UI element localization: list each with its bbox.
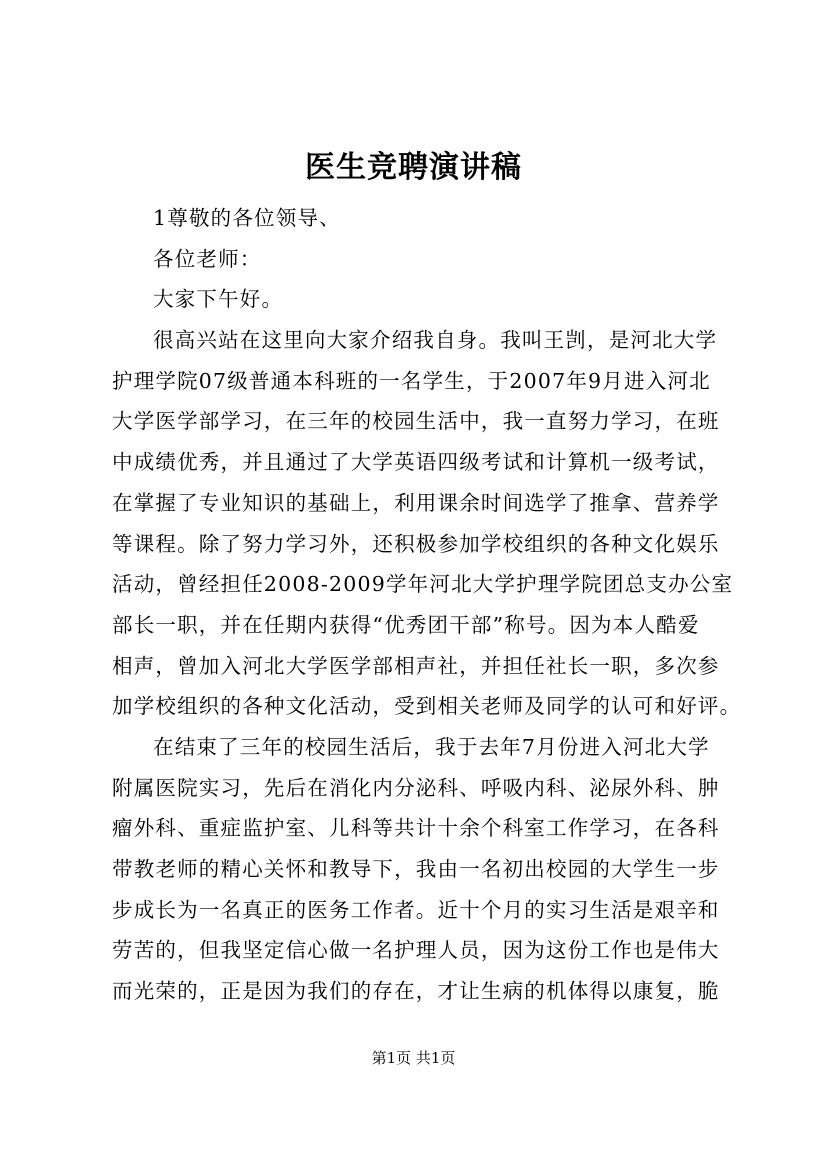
paragraph-1-line-1: 很高兴站在这里向大家介绍我自身。我叫王剀，是河北大学	[153, 328, 718, 353]
paragraph-2-line-5: 步成长为一名真正的医务工作者。近十个月的实习生活是艰辛和	[112, 897, 720, 922]
paragraph-1-line-2: 护理学院07级普通本科班的一名学生，于2007年9月进入河北	[112, 368, 711, 393]
paragraph-1-line-5: 在掌握了专业知识的基础上，利用课余时间选学了推拿、营养学	[112, 490, 720, 515]
paragraph-1-line-6: 等课程。除了努力学习外，还积极参加学校组织的各种文化娱乐	[112, 531, 720, 556]
paragraph-1-line-10: 加学校组织的各种文化活动，受到相关老师及同学的认可和好评。	[112, 694, 742, 719]
paragraph-1-line-7: 活动，曾经担任2008-2009学年河北大学护理学院团总支办公室	[112, 572, 734, 597]
paragraph-2-line-6: 劳苦的，但我坚定信心做一名护理人员，因为这份工作也是伟大	[112, 938, 720, 963]
paragraph-2-line-2: 附属医院实习，先后在消化内分泌科、呼吸内科、泌尿外科、肿	[112, 775, 720, 800]
paragraph-2-line-3: 瘤外科、重症监护室、儿科等共计十余个科室工作学习，在各科	[112, 816, 720, 841]
salutation-line-1: 1尊敬的各位领导、	[153, 206, 341, 230]
salutation-line-2: 各位老师：	[153, 246, 262, 271]
paragraph-1-line-3: 大学医学部学习，在三年的校园生活中，我一直努力学习，在班	[112, 409, 720, 434]
paragraph-1-line-4: 中成绩优秀，并且通过了大学英语四级考试和计算机一级考试，	[112, 450, 720, 475]
paragraph-1-line-8: 部长一职，并在任期内获得“优秀团干部”称号。因为本人酷爱	[112, 612, 700, 637]
document-body	[112, 198, 742, 1012]
document-title: 医生竞聘演讲稿	[305, 150, 522, 185]
paragraph-2-line-4: 带教老师的精心关怀和教导下，我由一名初出校园的大学生一步	[112, 857, 720, 881]
paragraph-2-line-1: 在结束了三年的校园生活后，我于去年7月份进入河北大学	[153, 734, 710, 759]
paragraph-2-line-7: 而光荣的，正是因为我们的存在，才让生病的机体得以康复，脆	[112, 979, 720, 1004]
paragraph-1-line-9: 相声，曾加入河北大学医学部相声社，并担任社长一职，多次参	[112, 653, 720, 678]
greeting-line: 大家下午好。	[153, 287, 284, 312]
page-number-footer: 第1页 共1页	[371, 1049, 456, 1067]
